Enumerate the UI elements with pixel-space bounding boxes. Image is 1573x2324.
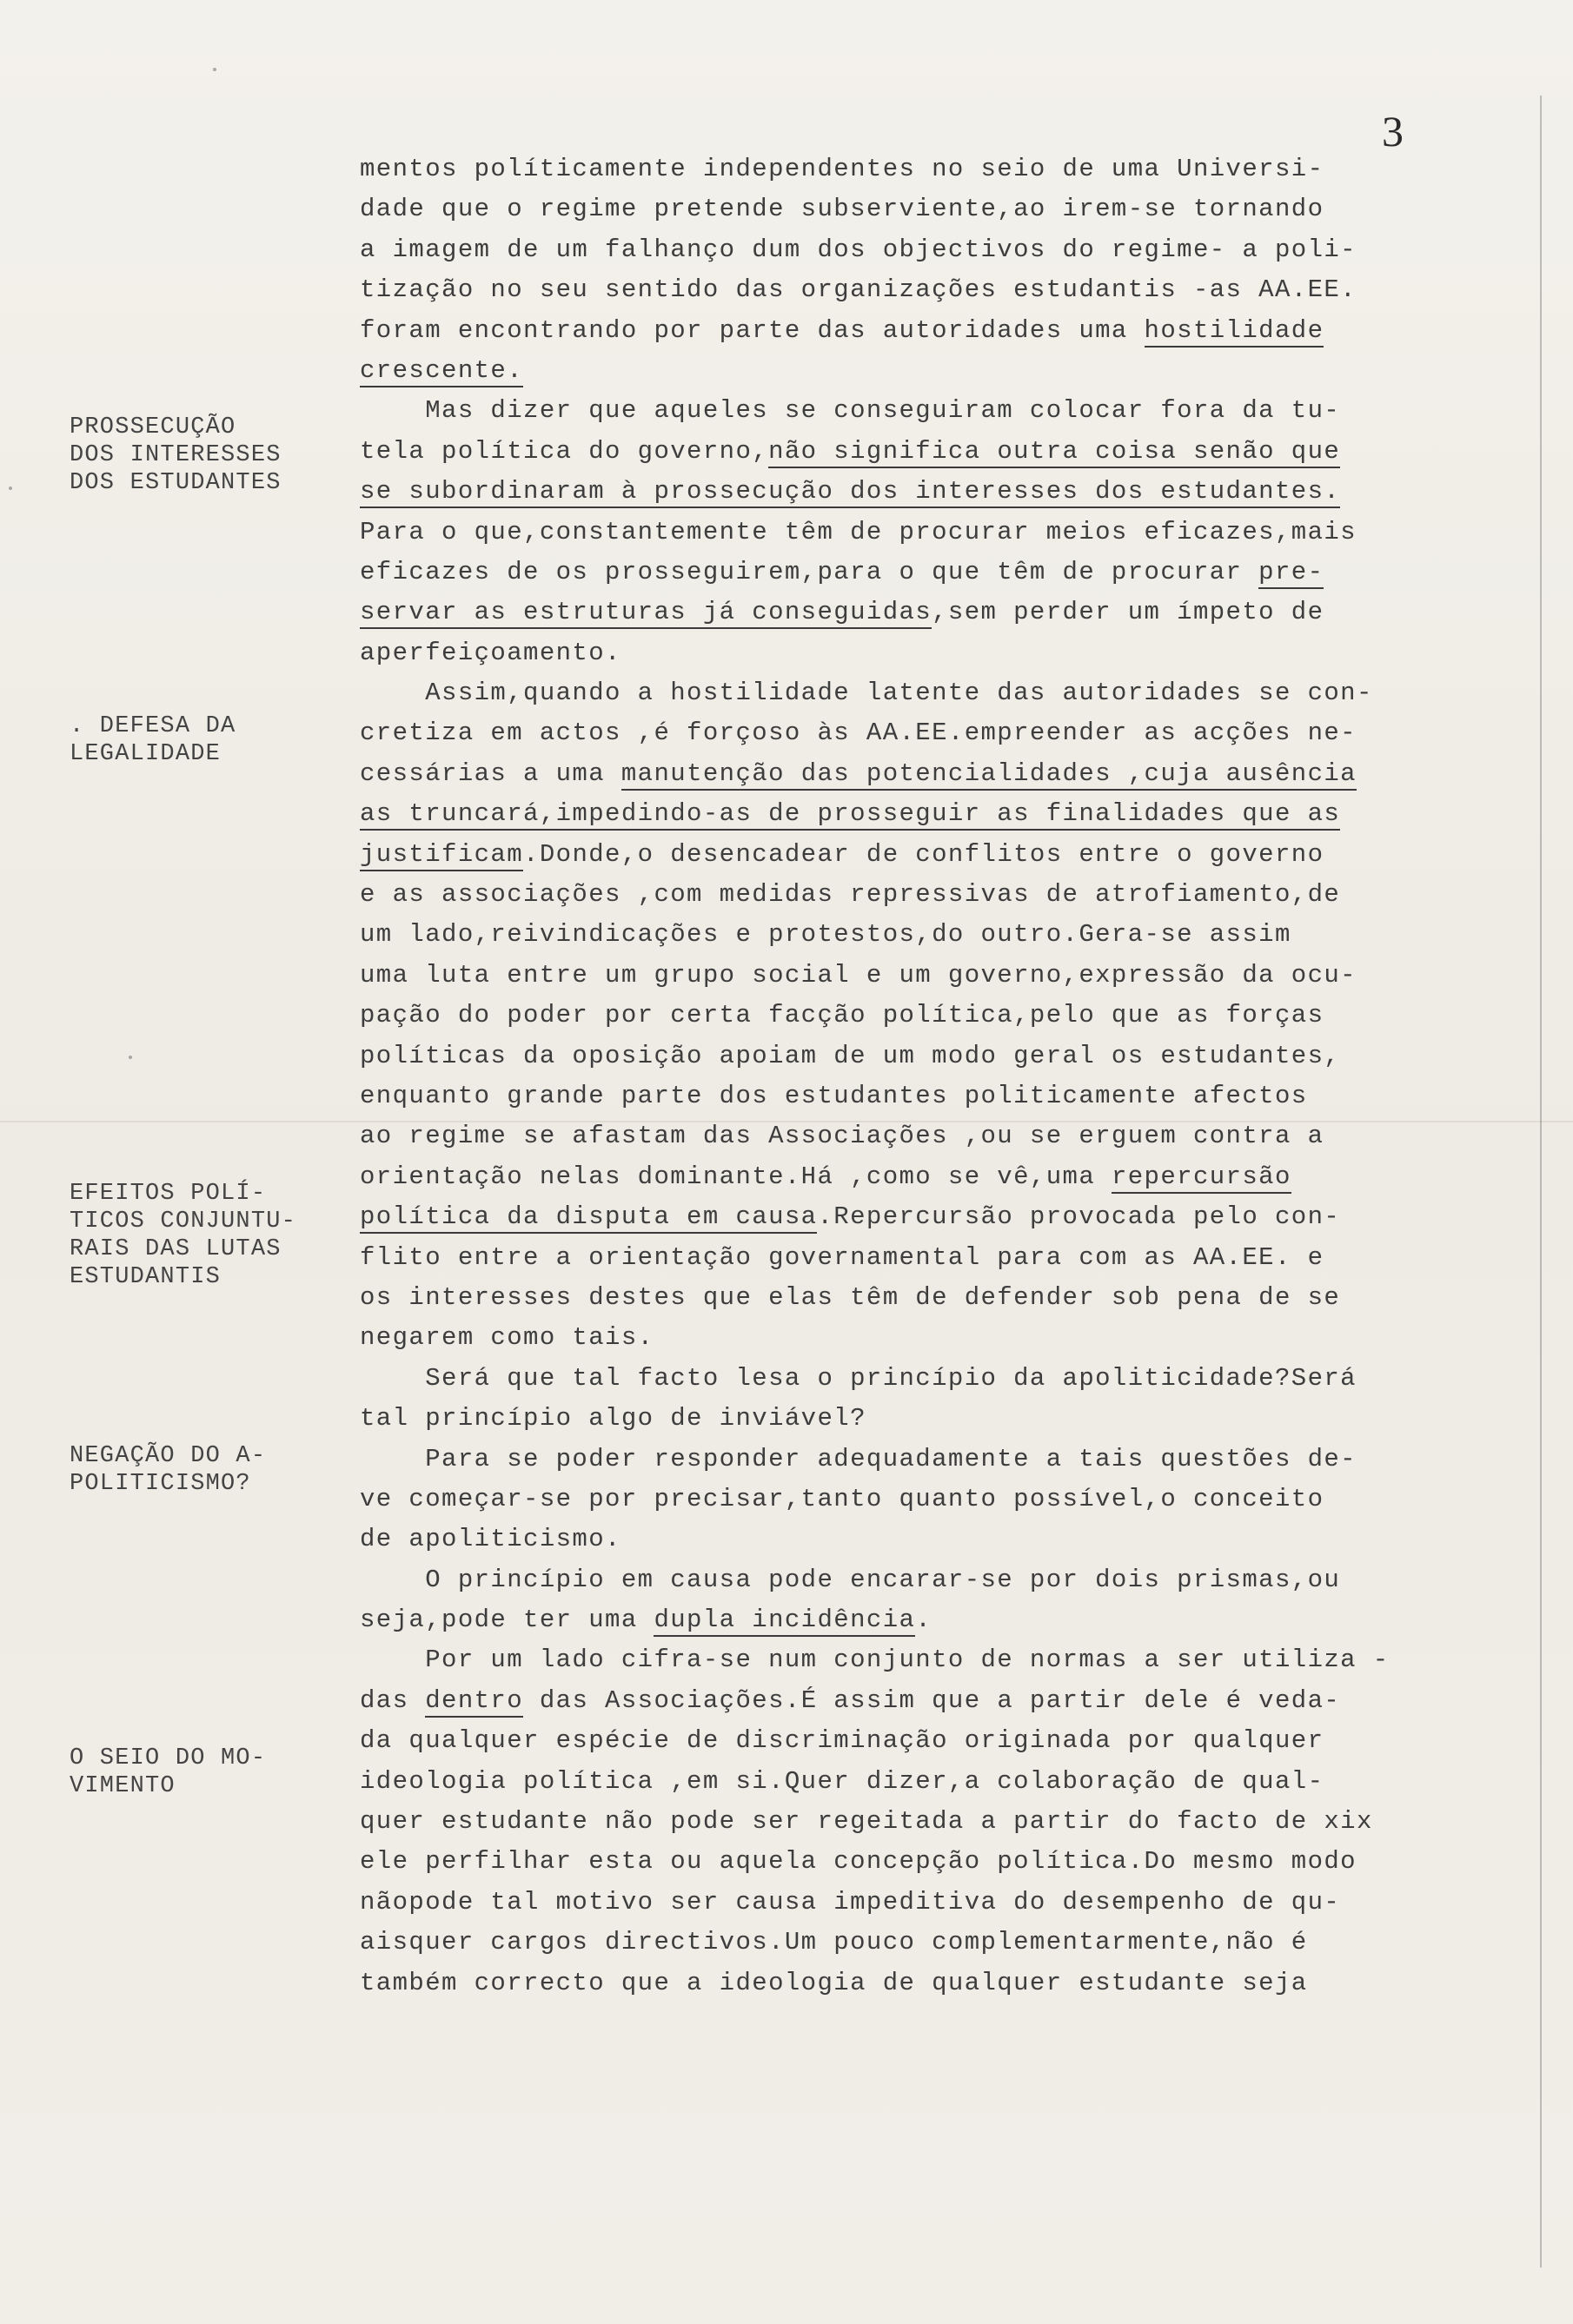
margin-note-line: EFEITOS POLÍ-: [70, 1181, 267, 1207]
text-segment: seja,pode ter uma: [360, 1606, 654, 1635]
text-line: cretiza em actos ,é forçoso às AA.EE.empreender as acções ne-: [360, 718, 1357, 748]
underlined-text: se subordinaram à prossecução dos interesses dos estudantes.: [360, 477, 1340, 508]
text-line: [360, 1197, 1463, 1237]
underlined-text: manutenção das potencialidades ,cuja ausência: [621, 759, 1357, 791]
body-text: [360, 149, 1463, 2003]
underlined-text: servar as estruturas já conseguidas: [360, 598, 932, 629]
margin-note-line: TICOS CONJUNTU-: [70, 1208, 297, 1235]
text-line: e as associações ,com medidas repressivas de atrofiamento,de: [360, 880, 1341, 910]
underlined-text: dupla incidência: [654, 1606, 915, 1637]
underlined-text: crescente.: [360, 356, 523, 387]
text-line: Por um lado cifra-se num conjunto de normas a ser utiliza -: [360, 1645, 1390, 1675]
text-line: [360, 794, 1463, 834]
text-line: [360, 1600, 1463, 1640]
text-line: O princípio em causa pode encarar-se por dois prismas,ou: [360, 1565, 1341, 1594]
text-line: mentos políticamente independentes no seio de uma Universi-: [360, 155, 1324, 183]
underlined-text: justificam: [360, 840, 523, 871]
margin-note-line: DOS ESTUDANTES: [70, 470, 282, 496]
margin-note-defesa: [70, 712, 236, 768]
text-line: [360, 1157, 1463, 1197]
text-line: tização no seu sentido das organizações estudantis -as AA.EE.: [360, 275, 1357, 305]
margin-note-line: PROSSECUÇÃO: [70, 414, 236, 440]
text-segment: .Donde,o desencadear de conflitos entre o governo: [523, 839, 1324, 869]
underlined-text: repercursão: [1112, 1162, 1291, 1194]
page-number: 3: [1382, 107, 1404, 156]
text-line: a imagem de um falhanço dum dos objectivos do regime- a poli-: [360, 235, 1357, 264]
underlined-text: política da disputa em causa: [360, 1202, 817, 1234]
text-line: de apoliticismo.: [360, 1525, 621, 1554]
text-segment: tela política do governo,: [360, 436, 769, 466]
underlined-text: hostilidade: [1145, 316, 1324, 348]
text-line: [360, 1681, 1463, 1721]
text-line: ve começar-se por precisar,tanto quanto possível,o conceito: [360, 1484, 1324, 1513]
text-segment: das: [360, 1685, 426, 1715]
margin-note-line: RAIS DAS LUTAS: [70, 1236, 282, 1262]
text-line: Mas dizer que aqueles se conseguiram colocar fora da tu-: [360, 396, 1341, 426]
margin-note-line: POLITICISMO?: [70, 1471, 251, 1497]
text-line: da qualquer espécie de discriminação originada por qualquer: [360, 1726, 1324, 1756]
text-line: enquanto grande parte dos estudantes politicamente afectos: [360, 1081, 1308, 1110]
underlined-text: as truncará,impedindo-as de prosseguir as finalidades que as: [360, 799, 1340, 831]
text-line: também correcto que a ideologia de qualquer estudante seja: [360, 1968, 1308, 1997]
text-line: [360, 311, 1463, 351]
underlined-text: pre-: [1258, 558, 1324, 589]
text-line: [360, 835, 1463, 875]
text-line: dade que o regime pretende subserviente,ao irem-se tornando: [360, 195, 1324, 224]
text-line: [360, 351, 1463, 391]
text-segment: orientação nelas dominante.Há ,como se vê,uma: [360, 1162, 1112, 1191]
paper-speck: [129, 1056, 132, 1059]
text-segment: cessárias a uma: [360, 758, 621, 788]
margin-note-line: . DEFESA DA: [70, 713, 236, 739]
text-segment: ,sem perder um ímpeto de: [932, 598, 1324, 627]
margin-note-prossecucao: [70, 414, 282, 497]
text-line: nãopode tal motivo ser causa impeditiva do desempenho de qu-: [360, 1887, 1341, 1917]
text-line: aperfeiçoamento.: [360, 638, 621, 667]
margin-note-line: VIMENTO: [70, 1773, 176, 1799]
text-line: aisquer cargos directivos.Um pouco complementarmente,não é: [360, 1928, 1308, 1957]
text-line: pação do poder por certa facção política,pelo que as forças: [360, 1001, 1324, 1030]
text-segment: .: [915, 1606, 933, 1635]
margin-note-seio: [70, 1745, 266, 1800]
margin-note-line: DOS INTERESSES: [70, 442, 282, 468]
text-line: tal princípio algo de inviável?: [360, 1404, 866, 1433]
text-segment: foram encontrando por parte das autoridades uma: [360, 315, 1145, 345]
margin-note-line: O SEIO DO MO-: [70, 1745, 267, 1771]
text-line: quer estudante não pode ser regeitada a partir do facto de xix: [360, 1807, 1373, 1837]
text-line: flito entre a orientação governamental para com as AA.EE. e: [360, 1242, 1324, 1272]
underlined-text: não significa outra coisa senão que: [768, 437, 1340, 468]
text-line: um lado,reivindicações e protestos,do outro.Gera-se assim: [360, 920, 1291, 950]
paper-edge: [1540, 96, 1542, 2268]
text-line: [360, 432, 1463, 472]
text-line: ideologia política ,em si.Quer dizer,a colaboração de qual-: [360, 1766, 1324, 1796]
text-segment: eficazes de os prosseguirem,para o que têm de procurar: [360, 557, 1259, 586]
margin-note-line: LEGALIDADE: [70, 741, 222, 767]
margin-note-efeitos: [70, 1180, 296, 1291]
text-line: [360, 472, 1463, 512]
paper-speck: [213, 68, 216, 71]
text-line: [360, 593, 1463, 632]
margin-note-line: ESTUDANTIS: [70, 1264, 222, 1290]
text-line: Será que tal facto lesa o princípio da apoliticidade?Será: [360, 1363, 1357, 1393]
text-line: ele perfilhar esta ou aquela concepção política.Do mesmo modo: [360, 1847, 1357, 1877]
text-line: uma luta entre um grupo social e um governo,expressão da ocu-: [360, 960, 1357, 990]
margin-note-negacao: [70, 1442, 266, 1498]
text-segment: das Associações.É assim que a partir dele é veda-: [523, 1685, 1341, 1715]
text-line: [360, 754, 1463, 794]
text-line: Para o que,constantemente têm de procurar meios eficazes,mais: [360, 517, 1357, 546]
text-line: negarem como tais.: [360, 1323, 654, 1353]
underlined-text: dentro: [425, 1686, 523, 1718]
paper-speck: [9, 487, 12, 490]
text-line: os interesses destes que elas têm de defender sob pena de se: [360, 1282, 1341, 1312]
text-line: [360, 553, 1463, 593]
text-segment: .Repercursão provocada pelo con-: [817, 1202, 1341, 1232]
text-line: Para se poder responder adequadamente a tais questões de-: [360, 1444, 1357, 1473]
text-line: ao regime se afastam das Associações ,ou se erguem contra a: [360, 1122, 1324, 1151]
margin-note-line: NEGAÇÃO DO A-: [70, 1443, 267, 1469]
text-line: políticas da oposição apoiam de um modo geral os estudantes,: [360, 1041, 1341, 1070]
text-line: Assim,quando a hostilidade latente das autoridades se con-: [360, 679, 1373, 708]
